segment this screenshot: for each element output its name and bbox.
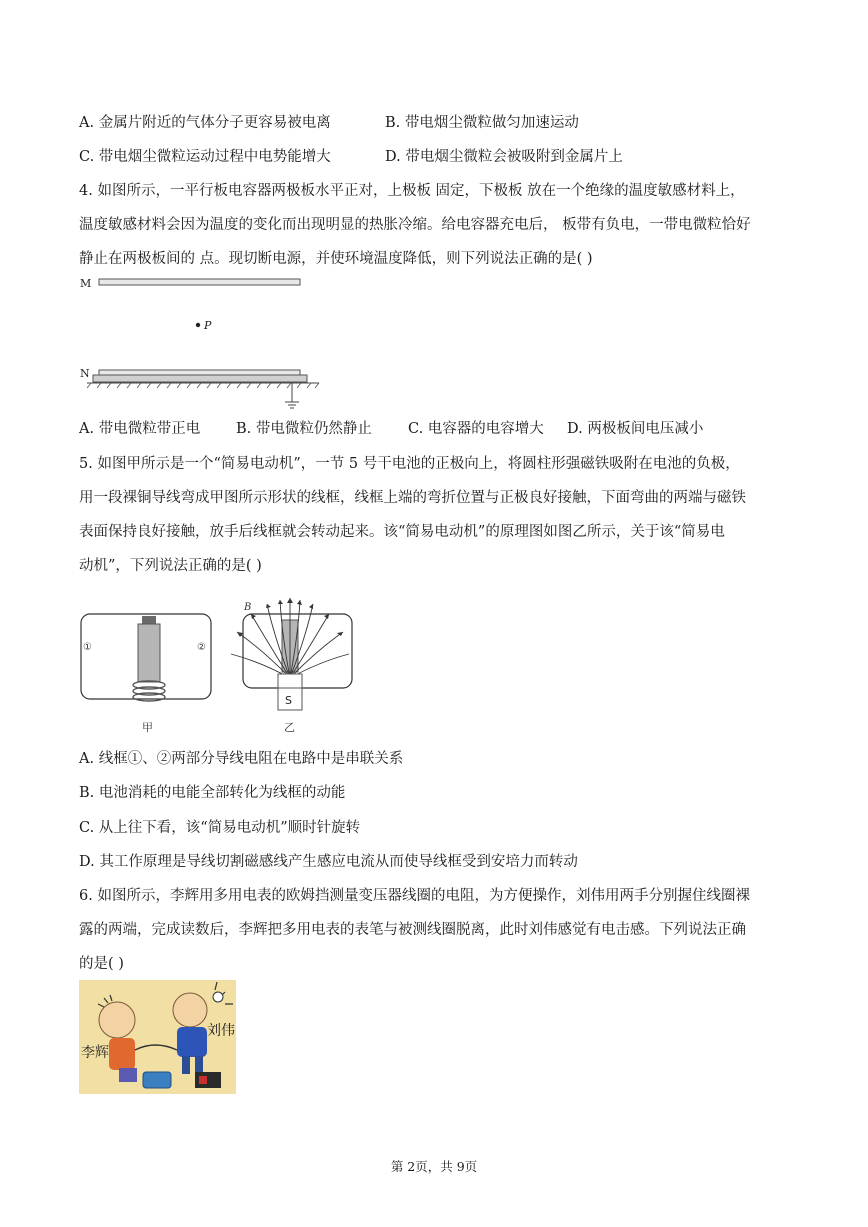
q6-stem-line-3: 的是( )	[79, 956, 124, 972]
page-footer: 第 2页，共 9页	[390, 1159, 478, 1174]
battery-jia	[138, 624, 160, 682]
q3-option-d: D. 带电烟尘微粒会被吸附到金属片上	[385, 149, 623, 165]
q5-stem-line-3: 表面保持良好接触，放手后线框就会转动起来。该“简易电动机”的原理图如图乙所示，关于该“简易电	[79, 524, 725, 540]
q4-option-b: B. 带电微粒仍然静止	[236, 421, 372, 437]
q5-option-a: A. 线框①、②两部分导线电阻在电路中是串联关系	[79, 751, 404, 767]
q3-option-b: B. 带电烟尘微粒做匀加速运动	[385, 115, 579, 131]
figure-jia-label: 甲	[142, 721, 153, 734]
plate-m-label: M	[80, 277, 92, 290]
q6-stem-line-2: 露的两端，完成读数后，李辉把多用电表的表笔与被测线圈脱离，此时刘伟感觉有电击感。下列说法正确	[79, 922, 746, 938]
plate-n-label: N	[80, 367, 90, 380]
q5-option-b: B. 电池消耗的电能全部转化为线框的动能	[79, 785, 346, 801]
capacitor-figure	[79, 274, 329, 416]
q4-option-a: A. 带电微粒带正电	[79, 421, 201, 437]
multimeter-icon	[143, 1072, 171, 1088]
magnet-s-label: S	[285, 694, 292, 707]
q5-stem-line-4: 动机”，下列说法正确的是( )	[79, 558, 262, 574]
q3-option-c: C. 带电烟尘微粒运动过程中电势能增大	[79, 149, 331, 165]
magnet-n-pole	[278, 674, 302, 688]
cartoon-figure	[79, 980, 236, 1094]
q5-stem-line-1: 5. 如图甲所示是一个“简易电动机”，一节 5 号干电池的正极向上，将圆柱形强磁铁吸附在电池的负极，	[79, 456, 740, 472]
q4-stem-line-2: 温度敏感材料会因为温度的变化而出现明显的热胀冷缩。给电容器充电后， 板带有负电，一带电微粒恰好	[79, 217, 751, 233]
frame-part-2-label: ②	[197, 642, 206, 653]
q5-option-d: D. 其工作原理是导线切割磁感线产生感应电流从而使导线框受到安培力而转动	[79, 854, 578, 870]
q4-option-d: D. 两极板间电压减小	[567, 421, 704, 437]
q4-stem-line-3: 静止在两极板间的 点。现切断电源，并使环境温度降低，则下列说法正确的是( )	[79, 251, 593, 267]
q6-stem-line-1: 6. 如图所示，李辉用多用电表的欧姆挡测量变压器线圈的电阻，为方便操作，刘伟用两手分别握住线圈裸	[79, 888, 750, 904]
figure-yi-label: 乙	[284, 721, 295, 734]
transformer-icon	[195, 1072, 221, 1088]
field-b-label: B	[244, 602, 252, 613]
motor-figure	[79, 596, 369, 738]
coil-jia	[133, 681, 165, 701]
particle-dot	[196, 323, 200, 327]
name-li-hui: 李辉	[81, 1045, 109, 1061]
q4-stem-line-1: 4. 如图所示，一平行板电容器两极板水平正对，上极板 固定，下极板 放在一个绝缘的温度敏感材料上，	[79, 183, 745, 199]
q4-option-c: C. 电容器的电容增大	[408, 421, 544, 437]
frame-part-1-label: ①	[83, 642, 92, 653]
right-person	[177, 1027, 207, 1057]
point-p-label: P	[204, 319, 212, 332]
q3-option-a: A. 金属片附近的气体分子更容易被电离	[79, 115, 331, 131]
battery-positive-terminal	[142, 616, 156, 624]
temperature-sensitive-material	[93, 375, 307, 382]
lower-plate-n	[99, 370, 300, 375]
ground-icon	[285, 402, 299, 408]
name-liu-wei: 刘伟	[207, 1023, 235, 1039]
left-person	[109, 1038, 135, 1070]
q5-stem-line-2: 用一段裸铜导线弯成甲图所示形状的线框，线框上端的弯折位置与正极良好接触，下面弯曲的两端与磁铁	[79, 490, 746, 506]
q5-option-c: C. 从上往下看，该“简易电动机”顺时针旋转	[79, 820, 361, 836]
upper-plate-m	[99, 279, 300, 285]
